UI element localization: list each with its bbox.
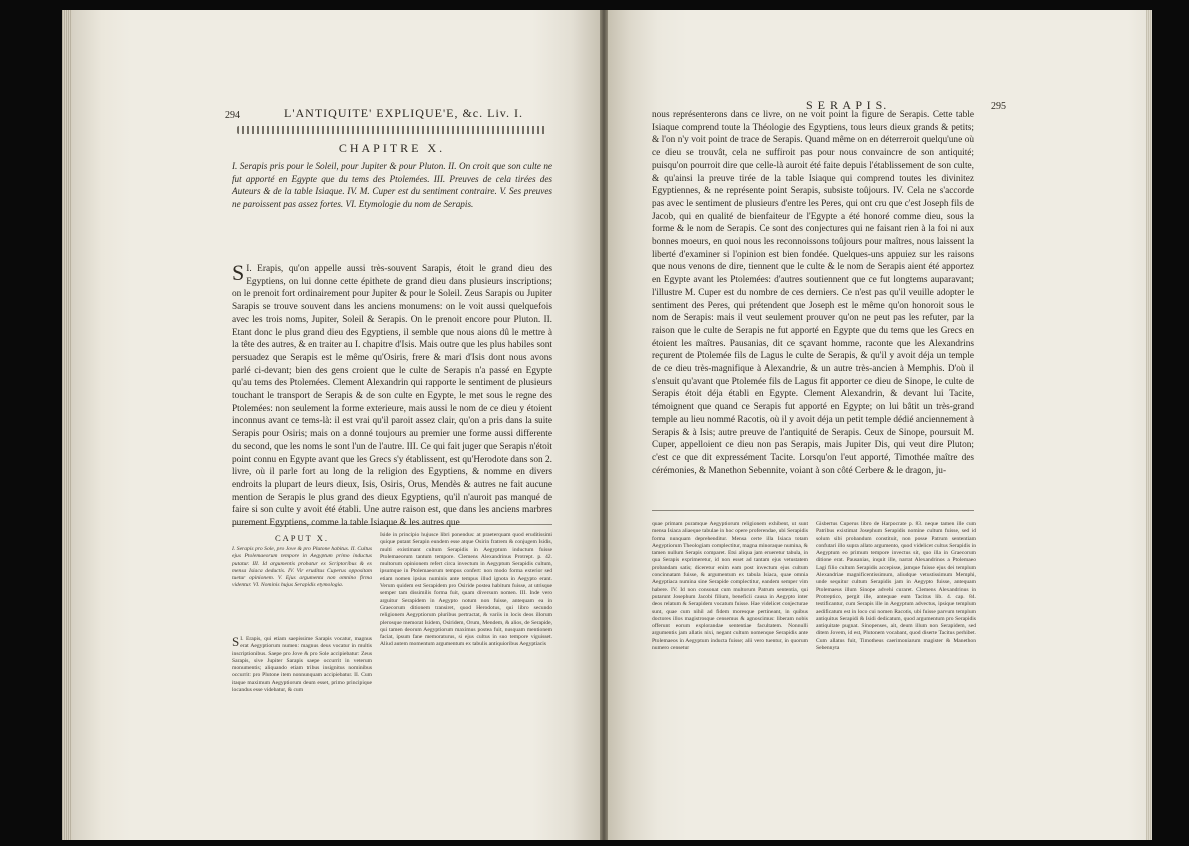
chapter-heading: CHAPITRE X. xyxy=(338,141,446,155)
latin-summary: I. Serapis pro Sole, pro Jove & pro Plutone habitus. II. Cultus ejus Ptolemaeorum tempore in Aegyptum primo inductus putatur. III. Id argumentis probatur ex Scriptoribus & ex mensa Isiaca deductis. IV. Vir eruditus Cuperus oppositam tuetur opinionem. V. Ejus argumenta non omnino firma videntur. VI. Nominis hujus Serapidis etymologia. xyxy=(232,546,372,589)
latin-body xyxy=(232,636,372,694)
page-edges-right xyxy=(1146,10,1152,840)
latin-drop-cap: S xyxy=(232,634,240,649)
page-number-right: 295 xyxy=(991,101,1006,112)
footnote-rule xyxy=(232,524,552,525)
chapter-summary: I. Serapis pris pour le Soleil, pour Jupiter & pour Pluton. II. On croit que son culte ne fut apporté en Egypte que du tems des Ptolemées. III. Preuves de cela tirées des Auteurs & de la table Isiaque. IV. M. Cuper est du sentiment contraire. V. Ses preuves ne paroissent pas assez fortes. VI. Etymologie du nom de Serapis. xyxy=(232,161,552,209)
latin-column-4: Gisbertus Cuperus libro de Harpocrate p. 83. neque tamen ille cum Patribus existimat Josephum Serapidis nomine cultum fuisse, sed id solum sibi probandum constituit, non posse Patrum sententiam confutari illo supra allato argumento, quod videlicet cultus Serapidis in Aegyptum eo primum tempore invectus sit, quo illa in Graecorum ditione erat. Pausanias, inquit ille, narrat Alexandrinos a Ptolemaeo Lagi filio cultum Serapidis accepisse, jamque fuisse ejus dei templum Alexandriae magnificentissimum, aliudque vetustissimum Memphi, unde sequitur cultum Serapidis jam in Aegypto fuisse, antequam Ptolemaeus illum Sinope advehi curaret. Clemens Alexandrinus in Protreptico, pergit ille, antequae eum Tacitus lib. 4. cap. 84. testificantur, cum Serapis ille in Aegyptum advectus, ipsique templum aedificatum est in loco cui nomen Racotis, ubi fuisse parvum templum antiquitus Serapidi & Isidi dedicatum, quod argumentum pro Serapidis antiquitate pugnat. Sinopenses, ait, deum illum non Serapidem, sed ditem Jovem, id est, Plutonem vocabant, quod diserte Tacitus perhibet. Cum allatus fuit, Timotheus caerimoniarum magister & Manethon Sebennyta xyxy=(816,521,976,652)
body-text-left xyxy=(232,260,552,530)
running-head-right: S E R A P I S. xyxy=(806,98,888,112)
left-page xyxy=(62,10,600,840)
latin-column-3: quae primam puramque Aegyptiorum religionem exhibent, ut sunt mensa Isiaca aliaeque tabulae in hoc opere proferendae, ubi Serapidis forma nunquam deprehenditur. Mensa certe illa Isiaca totam Aegyptiorum Theologiam complectitur, magna minoraque numina, & tamen nullum Serapis comparet. Etsi aliqua jam erueretur tabula, in qua Serapis exprimeretur, id non esset ad tantam ejus vetustatem probandam satis; diceretur enim eam post invectum ejus cultum concinnatam fuisse, & argumentum ex tabula Isiaca, quae omnia Aegyptiaca numina sine Serapide complectitur, eandem semper vim habere. IV. Id non consonat cum multorum Patrum sententia, qui putarunt Josephum Jacobi filium, beneficii causa in Aegypto inter deos relatum & Serapidem vocatum fuisse. Hae videlicet conjecturae sunt, quae cum nihil ad fidem moresque pertineant, in quibus doctores illos magistrosque censemus & agnoscimus: liberam nobis offerunt eorum explorandae sententiae facultatem. Nonnulli argumentis jam allatis nixi, negant cultum nomenque Serapidis ante Ptolemaeos in Aegyptum inducta fuisse; alii vero tuentur, in quorum numero censetur xyxy=(652,521,808,652)
footnote-rule-right xyxy=(652,510,974,511)
book-gutter xyxy=(600,10,608,840)
latin-column-2: Iside in principio hujusce libri ponendus: at praeterquam quod eruditissimi quique putant Serapin eundem esse atque Osirin fratrem & conjugem Isidis, multi existimant cultum Serapidis in Aegyptum inductum fuisse Ptolemaeorum tantum tempore. Clemens Alexandrinus Protrept. p. 42. multorum opinionem refert circa invectum in Aegyptum Serapidis cultum, ipsumque in Ptolemaeorum tempus confert: non modo forma exterior sed etiam nomen ipsius numinis ante tempus illud ignota in Aegypto erant. Verum quidem est Serapidem pro Osiride postea habitum fuisse, at utrisque semper tam dissimilis forma fuit, quam diversum nomen. III. Inde vero arguitur Serapidem in Aegypto notum non fuisse, antequam ea in Graecorum ditionem transiret, quod Herodotus, qui libro secundo religionem Aegyptiorum pluribus pertractat, & variis in locis deos illorum plerosque memorat Isidem, Osiridem, Orum, Mendem, & alios, de Serapide, qui tamen deorum Aegyptiorum maximus postea fuit, nusquam mentionem faciat, ipsum fane memoraturus, si ejus cultus in suo tempore viguisset. Aliud autem momentum argumentum ex tabulis antiquioribus Aegyptiacis xyxy=(380,532,552,648)
right-page xyxy=(608,10,1152,840)
latin-body-content: I. Erapis, qui etiam saepissime Sarapis vocatur, magnus erat Aegyptiorum numen: magnus deus vocatur in multis inscriptionibus. Saepe pro Jove & pro Sole accipiebatur: Zeus Sarapis, sive Jupiter Sarapis saepe occurrit in veterum monumentis; aliquando etiam tribus insignitus nominibus occurrit: pro Plutone item nonnunquam accipiebatur. II. Cum itaque maximum Aegyptiorum deum esset, primo principique locandus esse videbatur, & cum xyxy=(232,636,372,694)
page-edges xyxy=(62,10,72,840)
ornament-band xyxy=(237,126,547,134)
book-spread xyxy=(62,10,1152,840)
body-text-left-content: I. Erapis, qu'on appelle aussi très-souvent Sarapis, étoit le grand dieu des Egyptiens, on lui donne cette épithete de grand dieu dans plusieurs inscriptions; on le prenoit fort ordinairement pour Jupiter & pour le Soleil. Zeus Sarapis ou Jupiter Sarapis se trouve souvent dans les anciens monumens: on le voit aussi quelquefois avec les trois noms, Jupiter, Soleil & Serapis. On le prenoit encore pour Pluton. II. Etant donc le plus grand dieu des Egyptiens, il semble que nous aions dû le mettre à la tête des autres, & en traiter au I. chapitre d'Isis. Mais outre que les plus habiles sont persuadez que Serapis est le même qu'Osiris, frere & mari d'Isis dont nous avons parlé ci-devant; bien des gens croient que le culte de Serapis n'a passé en Egypte qu'au tems des Ptolemées. Clement Alexandrin qui rapporte le sentiment de plusieurs touchant le transport de Serapis & de son culte en Egypte, le met sous le regne des Ptolemées: non seulement la forme exterieure, mais aussi le nom de ce dieu y étoient inconnus avant ce tems-là: il est vrai qu'il paroit assez clair, qu'on a pris dans la suite Serapis pour Osiris; mais on a donné toujours au premier une forme aussi differente du second, que les noms le sont l'un de l'autre. III. Ce qui fait juger que Serapis n'étoit point connu en Egypte avant que les Grecs s'y établissent, est qu'Herodote dans son 2. livre, où il parle fort au long de la religion des Egyptiens, & nomme en divers endroits la plupart de leurs dieux, Isis, Osiris, Orus, Mendès & autres ne fait aucune mention de Serapis le plus grand des dieux Egyptiens, qu'il n'auroit pas manqué de faire si son culte y avoit été établi. Une autre raison est, que dans les anciens marbres xyxy=(232,264,552,516)
page-number-left: 294 xyxy=(225,110,240,121)
drop-cap: S xyxy=(232,260,245,285)
body-text-right: nous représenterons dans ce livre, on ne voit point la figure de Serapis. Cette table Isiaque comprend toute la Théologie des Egyptiens, tous leurs dieux grands & petits; & l'on n'y voit point de trace de Serapis. Quand même on en déterreroit quelqu'une où ce dieu se trouvât, cela ne suffiroit pas pour nous convaincre de son antiquité; puisqu'on pourroit dire que celle-là auroit été faite depuis l'établissement de son culte, & qu'ainsi la preuve tirée de la table Isiaque qui comprend toutes les divinitez Egyptiennes, & ne représente point Serapis, subsiste toûjours. IV. Cela ne s'accorde pas avec le sentiment de plusieurs d'entre les Peres, qui ont cru que c'est Joseph fils de Jacob, qui en qualité de bienfaiteur de l'Egypte a été honoré comme dieu, sous la forme & le nom de Serapis. Ce sont des conjectures qui ne faisant rien à la foi ni aux bonnes moeurs, en quoi nous les reconnoissons toûjours pour maîtres, nous laissent la liberté d'examiner si l'opinion est bien fondée. Quelques-uns appuiez sur les raisons que nous venons de dire, tiennent que le culte & le nom de Serapis aient été apportez en Egypte avant les Ptolemées: d'autres soutiennent que ce fut longtems auparavant; l'illustre M. Cuper est du nombre de ces derniers. Ce n'est pas qu'il veuille adopter le sentiment des Peres, qui prétendent que Joseph est le même qu'on honoroit sous le nom de Serapis: mais il veut seulement prouver qu'on ne peut pas les refuter, par la raison que le culte de Serapis ne fut apporté en Egypte que du tems que les Grecs en étoient les maîtres. Pausanias, dit ce sçavant homme, raconte que les Alexandrins reçurent de Ptolemée fils de Lagus le culte de Serapis, & qu'il y avoit déja un temple de ce dieu très-magnifique à Alexandrie, & un autre très-ancien à Memphis. D'où il s'ensuit qu'avant que Ptolemée fils de Lagus fit apporter ce dieu de Sinope, le culte de Serapis étoit déja établi en Egypte. Clement Alexandrin, & devant lui Tacite, témoignent que quand ce Serapis fut apporté en Egypte; on lui bâtit un très-grand temple au lieu nommé Racotis, où il y avoit déja un petit temple dédié anciennement à Serapis & à Isis; autre preuve de l'antiquité de Serapis. Ceux de Sinope, poursuit M. Cuper, appelloient ce dieu non pas Serapis, mais Jupiter Dis, qui veut dire Pluton; c'est ce que dit expressément Tacite. Lorsqu'on l'eut apporté, Timothée maître des cérémonies, & Manethon Sebennite, voiant à son côté Cerbere & le dragon, ju- xyxy=(652,110,974,476)
latin-heading: CAPUT X. xyxy=(274,533,330,543)
running-head-left: L'ANTIQUITE' EXPLIQUE'E, &c. Liv. I. xyxy=(284,106,523,120)
